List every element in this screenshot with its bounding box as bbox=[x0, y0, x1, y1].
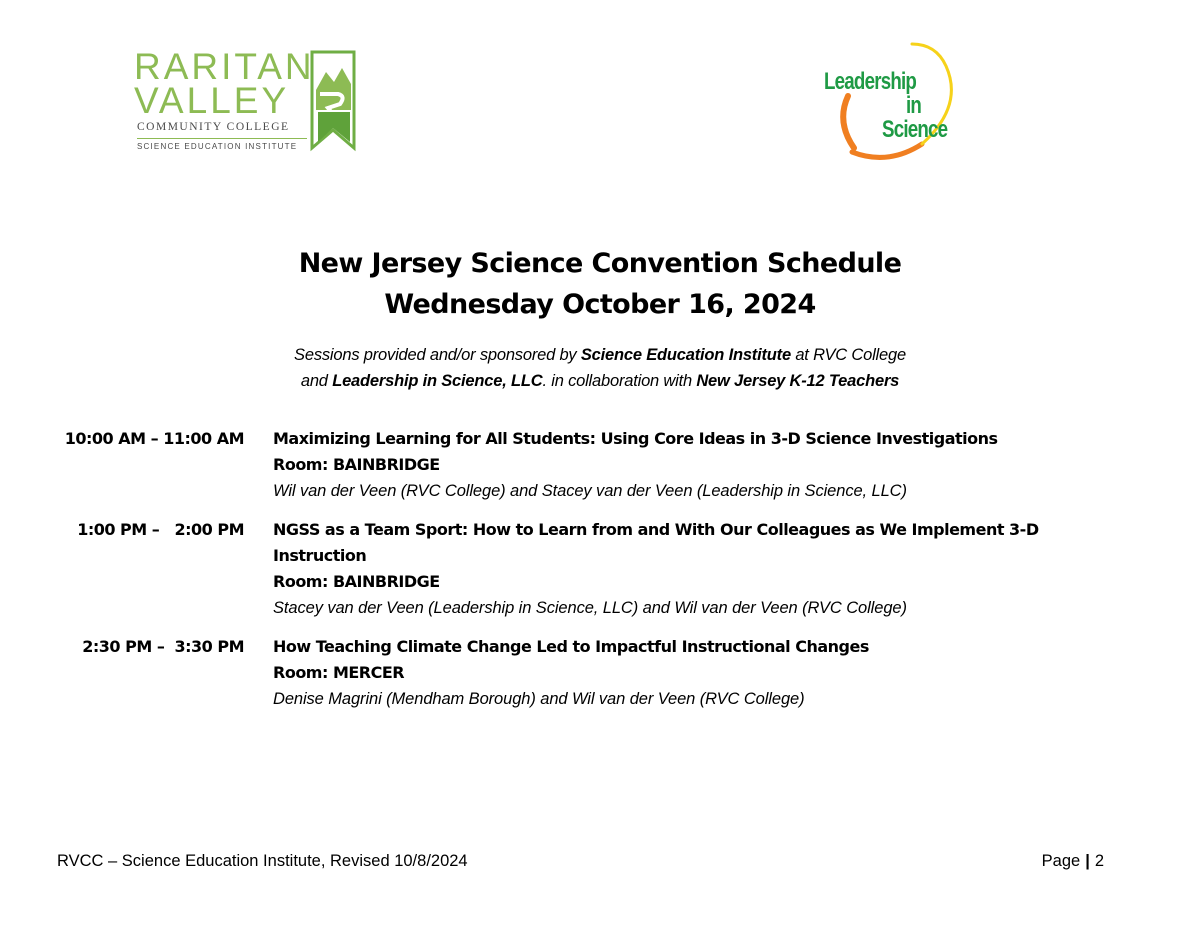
rvcc-logo-raritan: RARITAN bbox=[134, 46, 315, 87]
subtitle-nj-teachers: New Jersey K-12 Teachers bbox=[696, 372, 900, 390]
leadership-in-science-logo bbox=[818, 40, 968, 165]
page-date: Wednesday October 16, 2024 bbox=[384, 289, 816, 320]
lis-logo-leadership: Leadership bbox=[824, 68, 917, 95]
footer-separator: | bbox=[1085, 852, 1090, 870]
rvcc-logo-community-college: COMMUNITY COLLEGE bbox=[137, 121, 290, 133]
subtitle-line-2 bbox=[0, 369, 1200, 393]
rvcc-logo-divider bbox=[137, 138, 307, 139]
rvcc-logo-valley: VALLEY bbox=[134, 80, 290, 121]
session-details bbox=[273, 517, 1073, 621]
footer-page-label: Page bbox=[1041, 852, 1081, 870]
lis-logo-science: Science bbox=[882, 116, 948, 143]
subtitle-text: and bbox=[300, 372, 333, 390]
session-title: NGSS as a Team Sport: How to Learn from and With Our Colleagues as We Implement 3-D Instruction bbox=[273, 520, 1039, 565]
subtitle-text: . in collaboration with bbox=[542, 372, 697, 390]
lis-swoosh-icon bbox=[818, 40, 968, 165]
page-title: New Jersey Science Convention Schedule bbox=[298, 248, 902, 279]
subtitle-sei: Science Education Institute bbox=[580, 346, 791, 364]
subtitle-line-1 bbox=[0, 343, 1200, 367]
session-details bbox=[273, 634, 1073, 712]
session-time: 2:30 PM – 3:30 PM bbox=[82, 637, 244, 656]
session-time: 10:00 AM – 11:00 AM bbox=[64, 429, 244, 448]
footer-page-number bbox=[1042, 849, 1104, 873]
session-title: Maximizing Learning for All Students: Using Core Ideas in 3-D Science Investigations bbox=[273, 429, 998, 448]
rvcc-bookmark-icon bbox=[310, 50, 356, 152]
session-details bbox=[273, 426, 1073, 504]
session-room: Room: BAINBRIDGE bbox=[273, 572, 440, 591]
rvcc-logo bbox=[134, 48, 356, 154]
subtitle-text: at RVC College bbox=[790, 346, 906, 364]
session-room: Room: BAINBRIDGE bbox=[273, 455, 440, 474]
subtitle-lis: Leadership in Science, LLC bbox=[332, 372, 543, 390]
subtitle-text: Sessions provided and/or sponsored by bbox=[294, 346, 581, 364]
session-room: Room: MERCER bbox=[273, 663, 405, 682]
rvcc-logo-sei: SCIENCE EDUCATION INSTITUTE bbox=[137, 142, 298, 151]
session-presenters: Stacey van der Veen (Leadership in Science, LLC) and Wil van der Veen (RVC College) bbox=[273, 599, 907, 617]
session-time: 1:00 PM – 2:00 PM bbox=[77, 520, 244, 539]
session-presenters: Wil van der Veen (RVC College) and Stacey van der Veen (Leadership in Science, LLC) bbox=[273, 482, 907, 500]
session-presenters: Denise Magrini (Mendham Borough) and Wil van der Veen (RVC College) bbox=[273, 690, 805, 708]
session-title: How Teaching Climate Change Led to Impactful Instructional Changes bbox=[273, 637, 869, 656]
footer-revision: RVCC – Science Education Institute, Revised 10/8/2024 bbox=[57, 852, 468, 870]
footer-page-value: 2 bbox=[1094, 852, 1104, 870]
lis-logo-in: in bbox=[906, 92, 922, 119]
